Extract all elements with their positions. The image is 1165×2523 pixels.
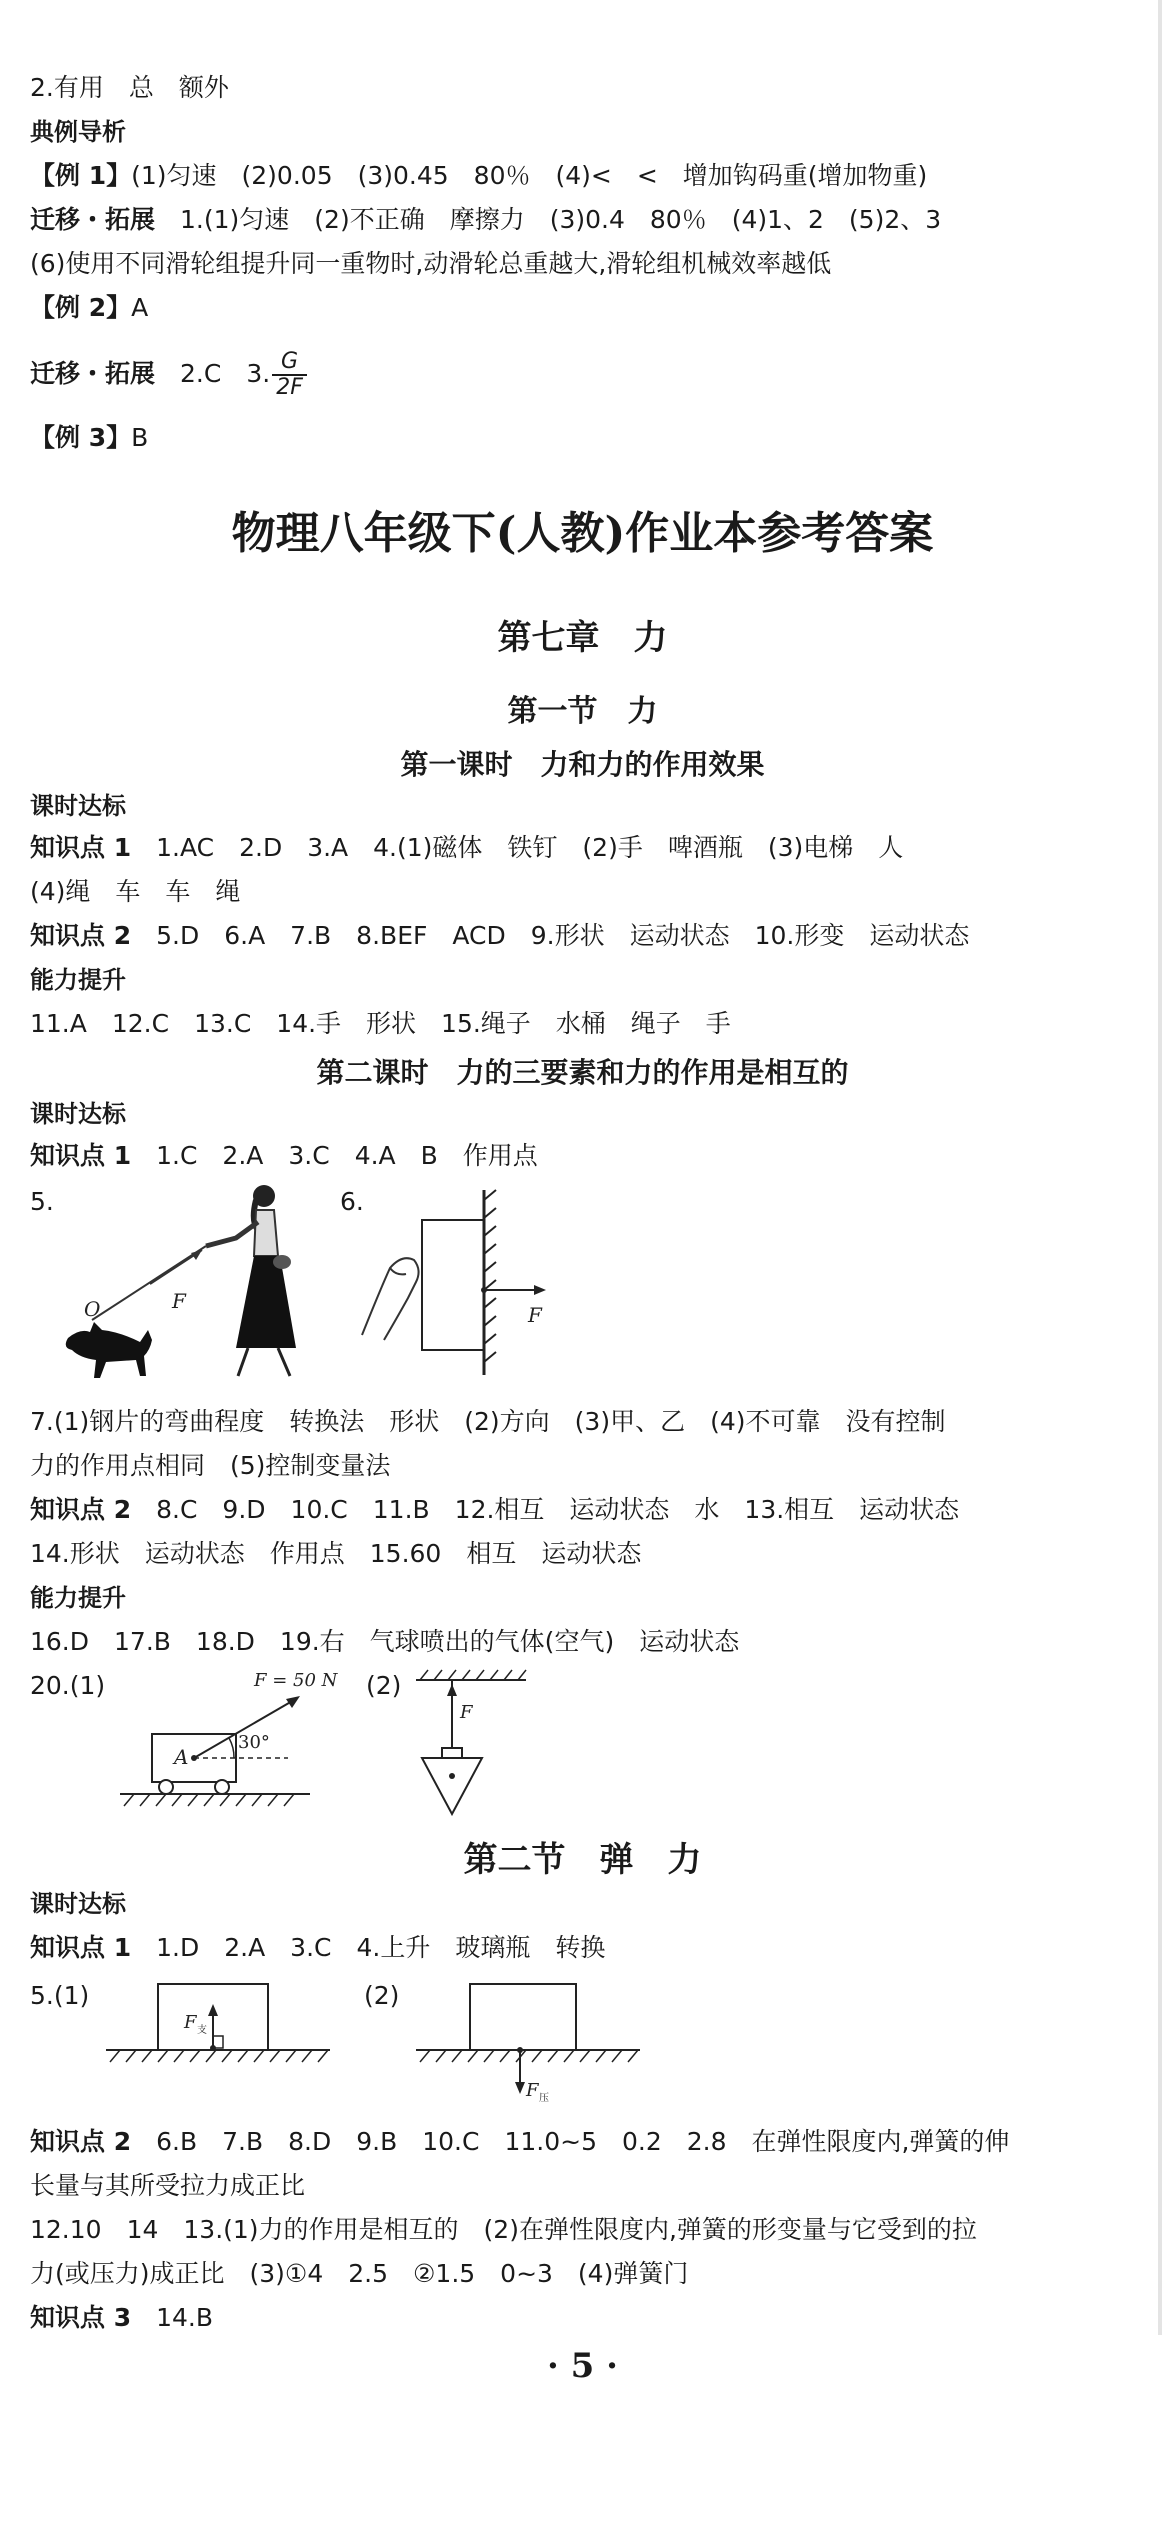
cart-force-figure — [110, 1666, 370, 1816]
lesson-title: 第二课时 力的三要素和力的作用是相互的 — [316, 1056, 849, 1089]
fraction-denominator: 2F — [276, 375, 303, 400]
knowledge-point-line — [30, 1138, 538, 1174]
figure-number: 5. — [30, 1187, 54, 1216]
fraction-numerator: G — [272, 350, 307, 376]
answer-line: 力(或压力)成正比 (3)①4 2.5 ②1.5 0~3 (4)弹簧门 — [30, 2259, 689, 2288]
figure-number: (2) — [366, 1671, 402, 1700]
answer-text: 14.B — [156, 2303, 214, 2332]
answer-line: 11.A 12.C 13.C 14.手 形状 15.绳子 水桶 绳子 手 — [30, 1009, 731, 1038]
force-label-f: F — [172, 1289, 186, 1313]
fraction — [272, 350, 307, 400]
knowledge-point-label: 知识点 1 — [30, 833, 132, 862]
knowledge-point-line — [30, 1492, 959, 1528]
answer-line: 2.有用 总 额外 — [30, 73, 229, 102]
answer-text: A — [131, 293, 149, 322]
answer-line: 力的作用点相同 (5)控制变量法 — [30, 1451, 391, 1480]
answer-line: 长量与其所受拉力成正比 — [30, 2171, 306, 2200]
example-label: 【例 2】 — [30, 293, 132, 322]
subsection-heading: 能力提升 — [30, 966, 126, 994]
knowledge-point-label: 知识点 3 — [30, 2303, 132, 2332]
answer-text: 1.D 2.A 3.C 4.上升 玻璃瓶 转换 — [156, 1933, 606, 1962]
knowledge-point-label: 知识点 1 — [30, 1933, 132, 1962]
answer-text: 8.C 9.D 10.C 11.B 12.相互 运动状态 水 13.相互 运动状态 — [156, 1495, 960, 1524]
subsection-heading: 课时达标 — [30, 792, 126, 820]
answer-line: 16.D 17.B 18.D 19.右 气球喷出的气体(空气) 运动状态 — [30, 1627, 740, 1656]
answer-line: 14.形状 运动状态 作用点 15.60 相互 运动状态 — [30, 1539, 642, 1568]
section-title: 第一节 力 — [507, 694, 658, 729]
extension-label: 迁移・拓展 — [30, 205, 156, 234]
subsection-heading: 课时达标 — [30, 1890, 126, 1918]
book-title: 物理八年级下(人教)作业本参考答案 — [231, 508, 934, 559]
knowledge-point-label: 知识点 2 — [30, 1495, 132, 1524]
force-subscript: 支 — [197, 2025, 207, 2036]
example-1-line — [30, 158, 927, 194]
pressure-force-figure — [410, 1970, 650, 2120]
point-label-a: A — [174, 1745, 189, 1769]
answer-text: 1.C 2.A 3.C 4.A B 作用点 — [156, 1141, 538, 1170]
subsection-heading: 能力提升 — [30, 1584, 126, 1612]
knowledge-point-line — [30, 830, 903, 866]
knowledge-point-line — [30, 2300, 213, 2336]
lesson-title: 第一课时 力和力的作用效果 — [400, 748, 765, 781]
answer-line: (4)绳 车 车 绳 — [30, 877, 241, 906]
section-title: 第二节 弹 力 — [463, 1840, 702, 1880]
knowledge-point-line — [30, 1930, 605, 1966]
woman-dog-figure — [50, 1180, 330, 1400]
page-number: · 5 · — [546, 2346, 618, 2386]
figure-number: (2) — [364, 1981, 400, 2010]
answer-text: 2.C 3. — [180, 359, 271, 388]
example-3-line — [30, 420, 148, 456]
extension-1-line — [30, 202, 941, 238]
example-label: 【例 1】 — [30, 161, 132, 190]
force-subscript: 压 — [539, 2093, 549, 2104]
answer-text: 5.D 6.A 7.B 8.BEF ACD 9.形状 运动状态 10.形变 运动状态 — [156, 921, 970, 950]
answer-text: 6.B 7.B 8.D 9.B 10.C 11.0~5 0.2 2.8 在弹性限度内,弹簧的伸 — [156, 2127, 1010, 2156]
hanging-weight-figure — [396, 1666, 536, 1826]
knowledge-point-line — [30, 2124, 1009, 2160]
figure-number: 5.(1) — [30, 1981, 90, 2010]
extension-label: 迁移・拓展 — [30, 359, 156, 388]
section-heading: 典例导析 — [30, 118, 126, 146]
answer-text: B — [131, 423, 149, 452]
answer-text: 1.(1)匀速 (2)不正确 摩擦力 (3)0.4 80％ (4)1、2 (5)2、3 — [180, 205, 942, 234]
force-label-f: F — [528, 1303, 542, 1327]
extension-2-line — [30, 344, 307, 404]
force-label: F — [184, 2012, 197, 2033]
knowledge-point-label: 知识点 2 — [30, 921, 132, 950]
wall-box-figure — [350, 1180, 580, 1390]
answer-line: (6)使用不同滑轮组提升同一重物时,动滑轮总重越大,滑轮组机械效率越低 — [30, 249, 832, 278]
force-label: F — [460, 1702, 473, 1723]
answer-line: 7.(1)钢片的弯曲程度 转换法 形状 (2)方向 (3)甲、乙 (4)不可靠 没有控制 — [30, 1407, 946, 1436]
figure-number: 20.(1) — [30, 1671, 106, 1700]
force-label: F = 50 N — [254, 1670, 338, 1691]
figure-number: 6. — [340, 1187, 364, 1216]
force-label: F — [526, 2080, 539, 2101]
answer-text: 1.AC 2.D 3.A 4.(1)磁体 铁钉 (2)手 啤酒瓶 (3)电梯 人 — [156, 833, 904, 862]
knowledge-point-label: 知识点 1 — [30, 1141, 132, 1170]
knowledge-point-line — [30, 918, 969, 954]
answer-line: 12.10 14 13.(1)力的作用是相互的 (2)在弹性限度内,弹簧的形变量与它受到的拉 — [30, 2215, 977, 2244]
example-label: 【例 3】 — [30, 423, 132, 452]
point-label-o: O — [84, 1297, 101, 1321]
angle-label: 30° — [238, 1732, 270, 1753]
chapter-title: 第七章 力 — [497, 618, 668, 658]
knowledge-point-label: 知识点 2 — [30, 2127, 132, 2156]
example-2-line — [30, 290, 148, 326]
support-force-figure — [100, 1970, 340, 2080]
page-edge-shadow — [1158, 0, 1162, 2335]
subsection-heading: 课时达标 — [30, 1100, 126, 1128]
answer-text: (1)匀速 (2)0.05 (3)0.45 80％ (4)< < 增加钩码重(增加物重) — [131, 161, 928, 190]
